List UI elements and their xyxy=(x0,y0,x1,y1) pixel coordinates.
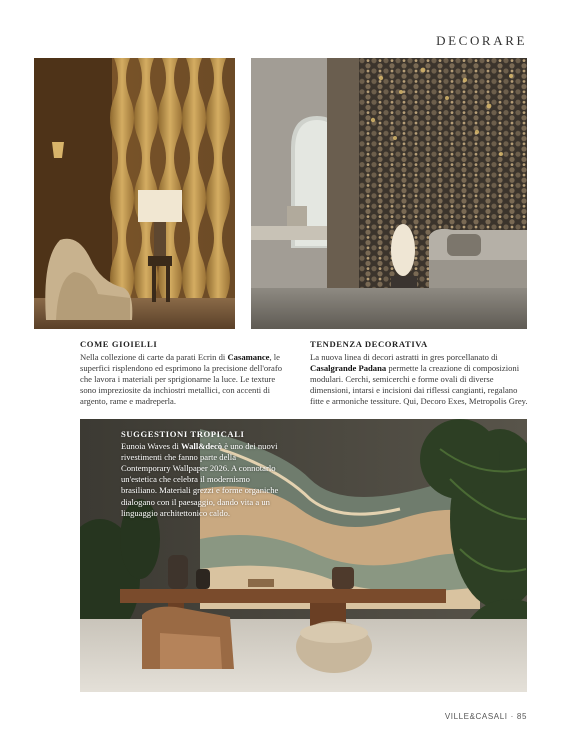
caption-brand: Casamance xyxy=(227,352,270,363)
footer-separator: · xyxy=(510,712,514,721)
caption-text: è uno dei nuovi rivestimenti che fanno parte della Contemporary Wallpaper 2026. A connotarlo un'estetica che celebra il modernismo brasiliano. Materiali grezzi e forme organiche dialogano con il paesaggio, dando vita a un linguaggio architettonico caldo. xyxy=(121,441,279,518)
caption-heading: TENDENZA DECORATIVA xyxy=(310,339,428,349)
caption-text: permette la creazione di composizioni modulari. Cerchi, semicerchi e forme ovali di diverse dimensioni, intarsi e incisioni dai riflessi cangianti, regalano fitte e armoniche tessiture. Qui, Decoro Exes, Metropolis Grey. xyxy=(310,363,528,407)
caption-brand: Wall&decò xyxy=(181,441,223,452)
caption-tendenza-decorativa xyxy=(310,339,532,408)
caption-heading: SUGGESTIONI TROPICALI xyxy=(121,429,245,439)
caption-text: La nuova linea di decori astratti in gres porcellanato di xyxy=(310,352,498,363)
magazine-name: VILLE&CASALI xyxy=(444,712,508,721)
caption-come-gioielli xyxy=(80,339,290,408)
caption-text: Nella collezione di carte da parati Ecrin di xyxy=(80,352,228,363)
caption-heading: COME GIOIELLI xyxy=(80,339,158,349)
page-footer xyxy=(445,712,527,721)
caption-suggestioni-tropicali xyxy=(121,429,281,519)
caption-brand: Casalgrande Padana xyxy=(310,363,387,374)
section-tag: DECORARE xyxy=(436,33,527,48)
photo-mosaic-bedroom xyxy=(251,58,527,329)
caption-text: Eunoia Waves di xyxy=(121,441,182,452)
page-number: 85 xyxy=(516,712,527,721)
photo-golden-wall-room xyxy=(34,58,235,329)
caption-text: , le superfici risplendono ed esprimono la precisione dell'orafo che lavora i materiali per sprigionarne la luce. Le texture sono impreziosite da inchiostri metallici, con accenti di argento, rame e madreperla. xyxy=(80,352,283,407)
